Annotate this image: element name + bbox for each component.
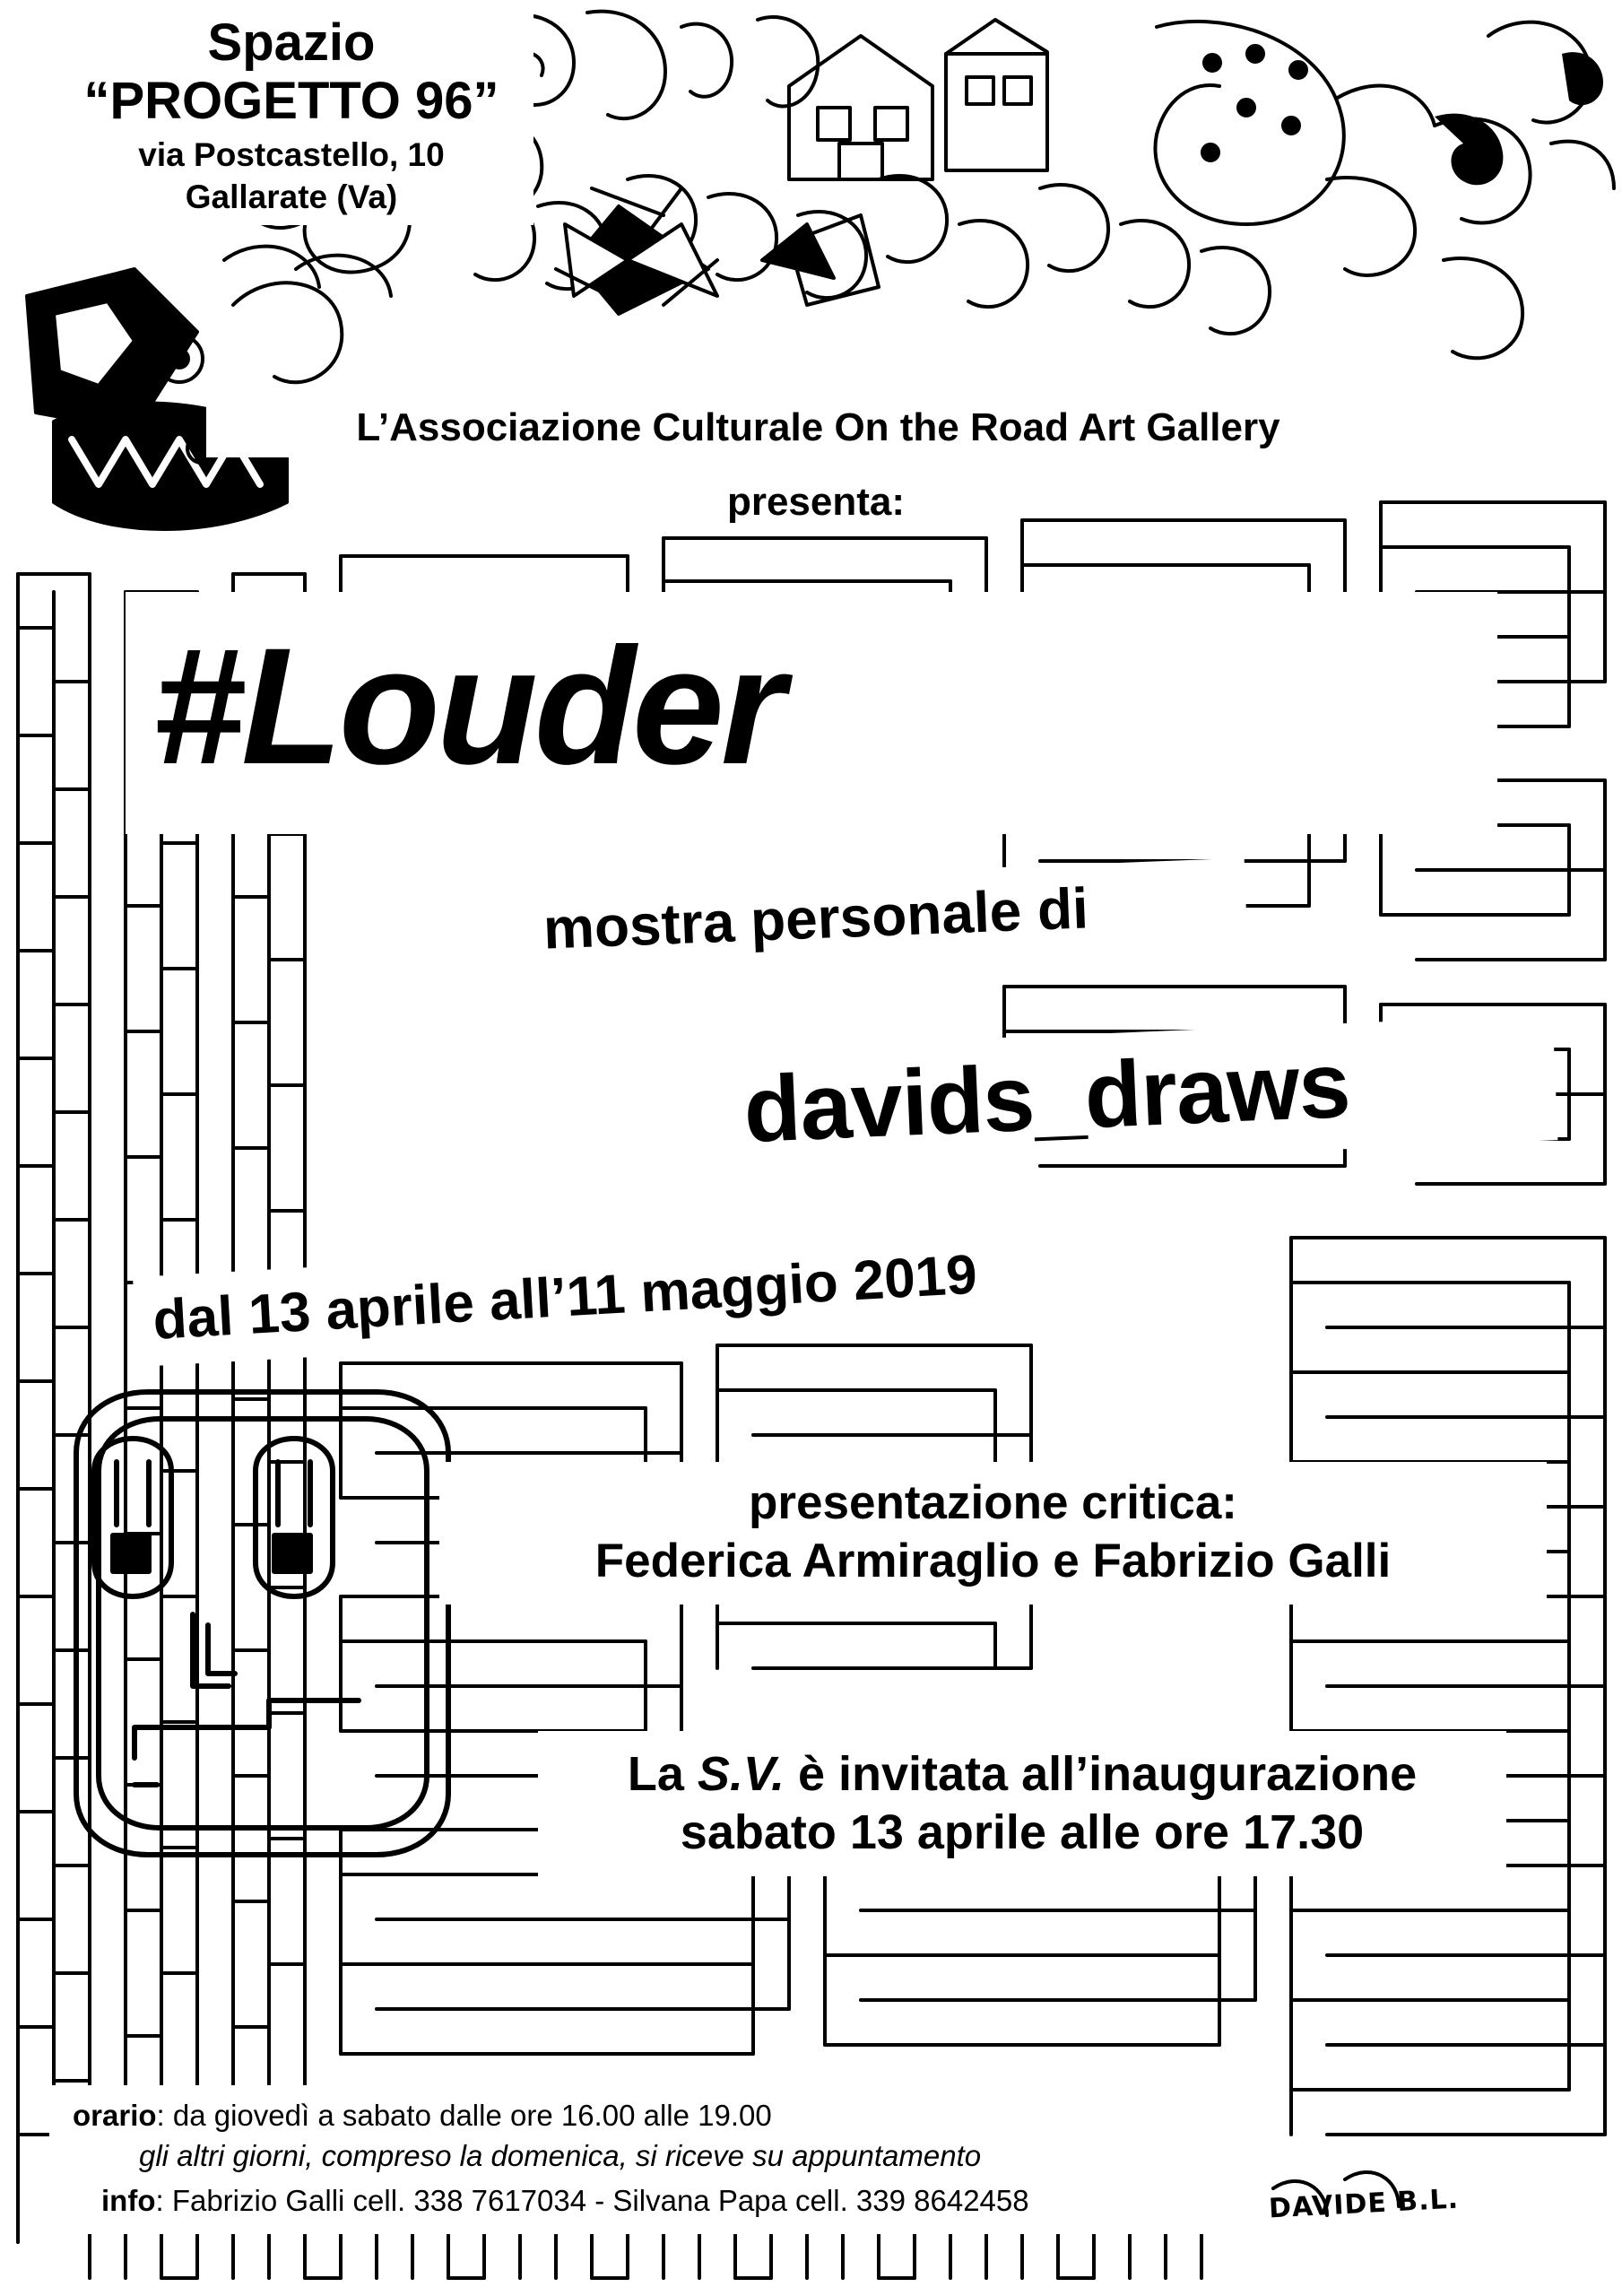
opening-invitation-line1 xyxy=(538,1745,1506,1804)
venue-city: Gallarate (Va) xyxy=(185,178,398,216)
opening-invitation-line2: sabato 13 aprile alle ore 17.30 xyxy=(680,1805,1365,1859)
venue-block xyxy=(49,9,533,225)
artist-signature: DAVIDE B.L. xyxy=(1268,2183,1460,2225)
exhibition-title: #Louder xyxy=(152,614,782,799)
artist-name: davids_draws xyxy=(742,1032,1352,1163)
exhibition-subtitle: mostra personale di xyxy=(542,875,1090,961)
presenta-label: presenta: xyxy=(726,480,906,524)
opening-hours-label: orario xyxy=(73,2099,157,2132)
opening-line1-italic: S.V. xyxy=(697,1747,785,1801)
opening-hours-note: gli altri giorni, compreso la domenica, si riceve su appuntamento xyxy=(139,2138,982,2172)
exhibition-title-band xyxy=(126,592,1497,834)
presenta-band xyxy=(628,471,1004,534)
venue-street: via Postcastello, 10 xyxy=(138,135,445,173)
opening-invitation-band xyxy=(538,1731,1506,1876)
organizer-band xyxy=(206,396,1430,457)
footer-band xyxy=(49,2085,1206,2234)
contact-info-row xyxy=(49,2181,1206,2222)
contact-info-label: info xyxy=(101,2184,156,2218)
venue-name-line1: Spazio xyxy=(207,13,376,72)
opening-hours-value: : da giovedì a sabato dalle ore 16.00 alle 19.00 xyxy=(156,2099,772,2132)
association-line: L’Associazione Culturale On the Road Art Gallery xyxy=(356,405,1280,449)
exhibition-dates: dal 13 aprile all’11 maggio 2019 xyxy=(151,1243,979,1352)
critique-names: Federica Armiraglio e Fabrizio Galli xyxy=(594,1534,1392,1587)
venue-name-line2: “PROGETTO 96” xyxy=(83,71,499,130)
critique-label: presentazione critica: xyxy=(749,1476,1237,1529)
opening-hours-row xyxy=(49,2096,1206,2136)
opening-line1-after: è invitata all’inaugurazione xyxy=(784,1747,1418,1801)
contact-info-value: : Fabrizio Galli cell. 338 7617034 - Silvana Papa cell. 339 8642458 xyxy=(155,2184,1029,2218)
opening-line1-before: La xyxy=(627,1747,698,1801)
critique-band xyxy=(439,1462,1547,1605)
